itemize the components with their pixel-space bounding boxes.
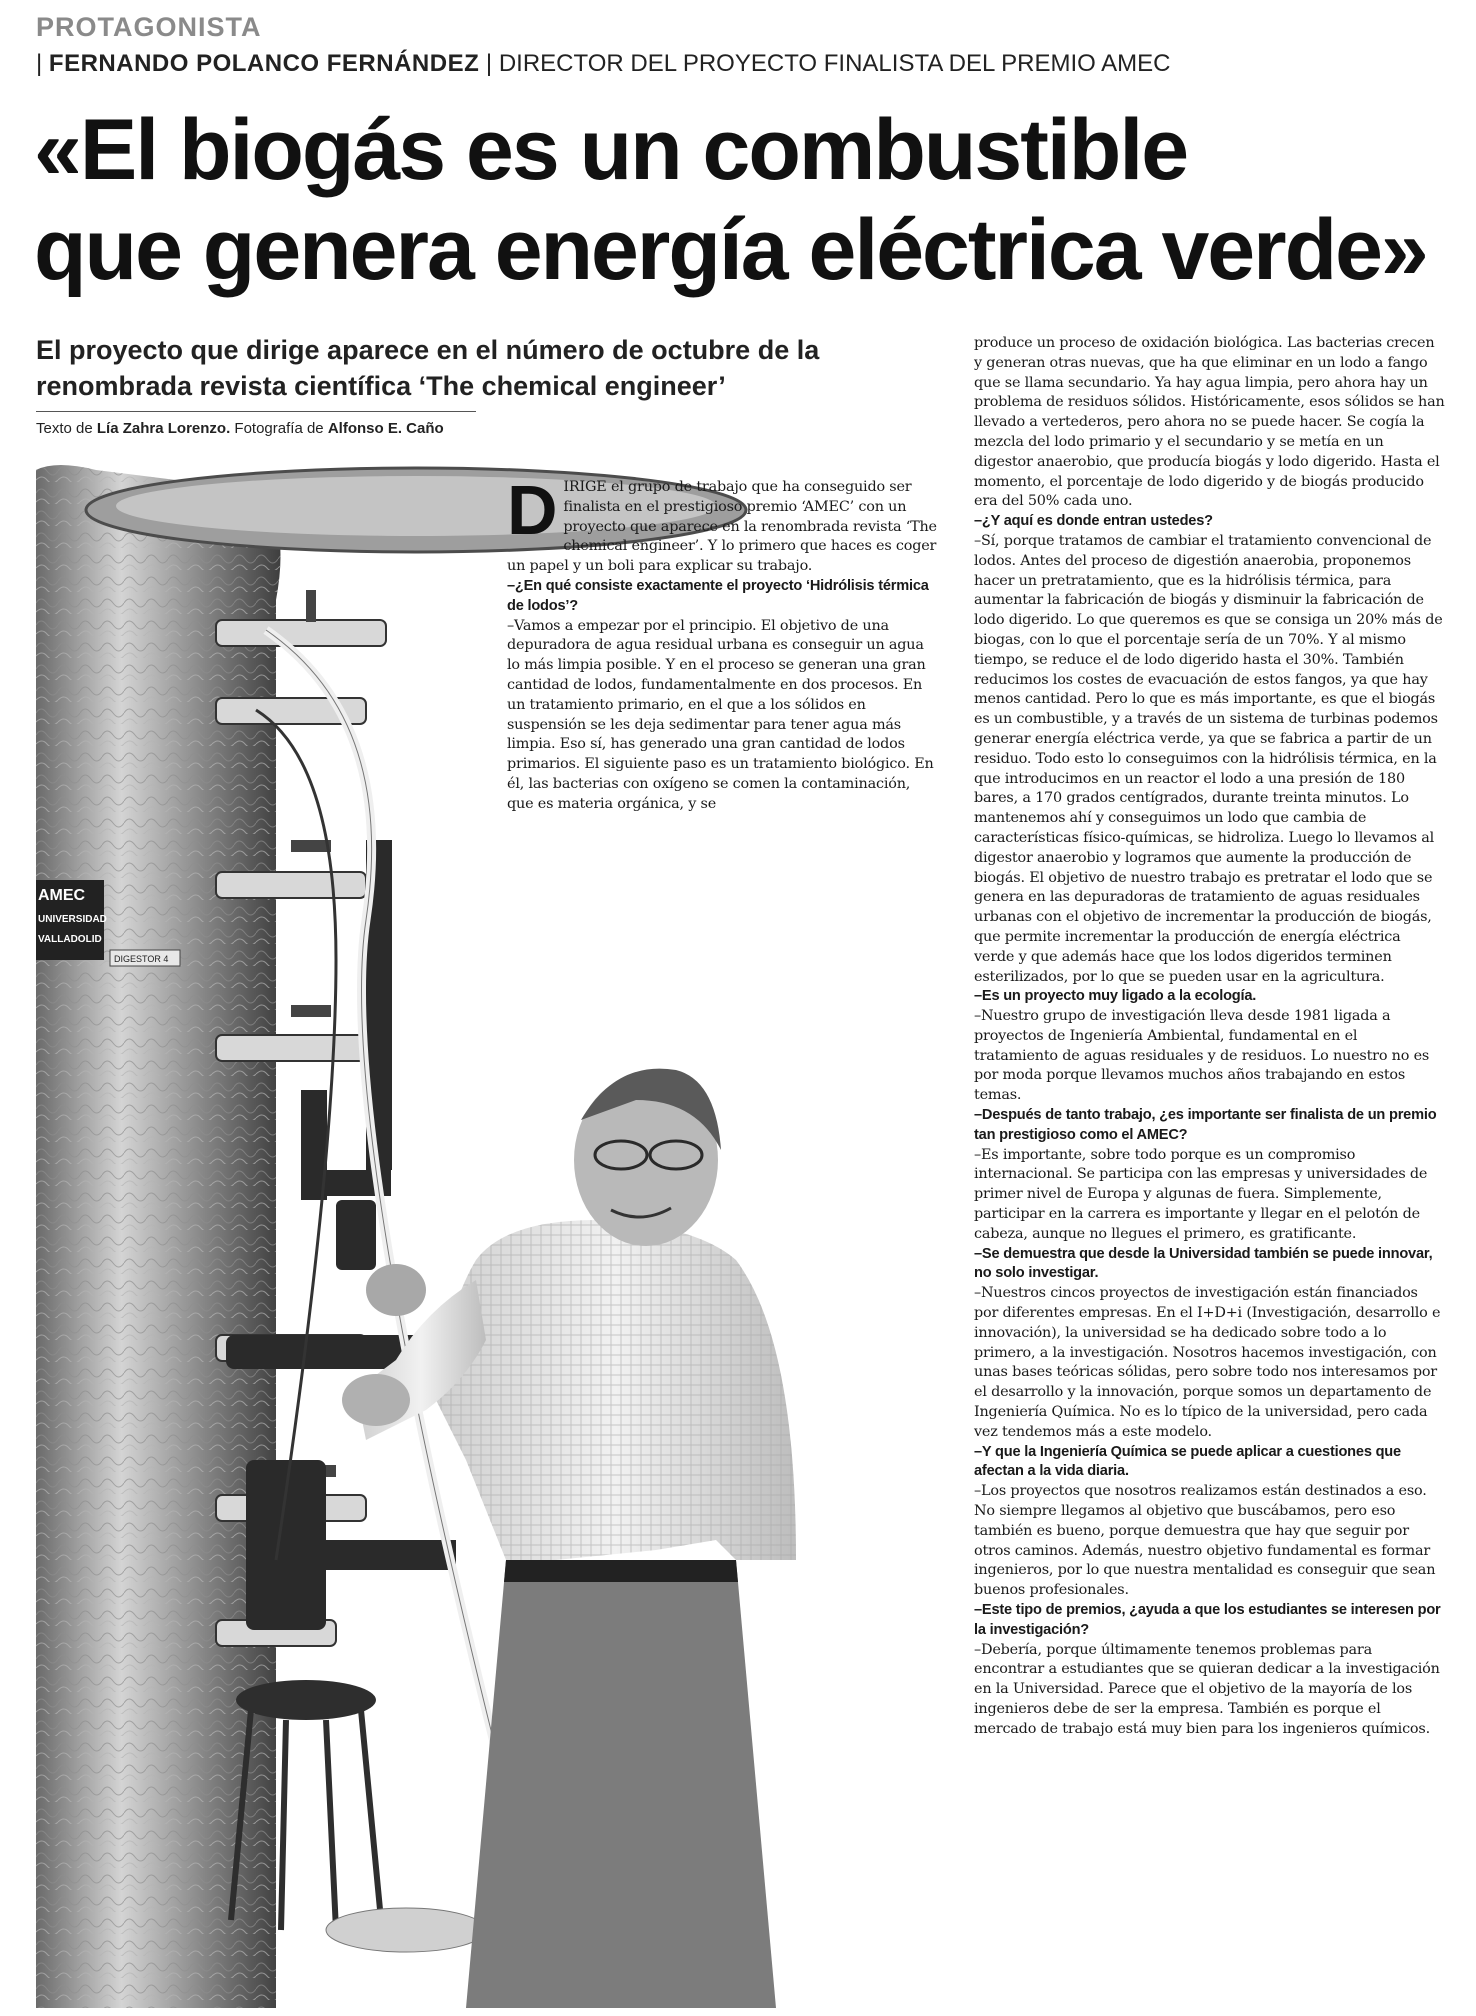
byline (36, 50, 1171, 78)
interview-question: –Después de tanto trabajo, ¿es importante ser finalista de un premio tan prestigioso como el AMEC? (974, 1107, 1437, 1143)
credits-photographer: Alfonso E. Caño (327, 420, 444, 437)
subtitle-line-1: El proyecto que dirige aparece en el número de octubre de la (36, 335, 820, 365)
interview-answer: –Es importante, sobre todo porque es un compromiso internacional. Se participa con las empresas y universidades de primer nivel de Europa y algunas de fuera. Simplemente, participar en la carrera es importante y llegar en el pelotón de cabeza, aunque no llegues el primero, es gratificante. (974, 1146, 1428, 1242)
byline-separator: | (485, 50, 493, 77)
interview-answer: –Debería, porque últimamente tenemos problemas para encontrar a estudiantes que se quieran dedicar a la investigación en la Universidad. Parece que el objetivo de la mayoría de los ingenieros debe de ser la empresa. También es porque el mercado de trabajo está muy bien para los ingenieros químicos. (974, 1641, 1440, 1737)
interview-answer: –Nuestro grupo de investigación lleva desde 1981 ligada a proyectos de Ingeniería Ambiental, fundamental en el tratamiento de aguas residuales y de residuos. Lo nuestro no es por moda porque llevamos muchos años trabajando en estos temas. (974, 1008, 1430, 1104)
credits-author: Lía Zahra Lorenzo. (96, 420, 231, 437)
credits-divider (36, 411, 476, 412)
interview-answer: –Vamos a empezar por el principio. El objetivo de una depuradora de agua residual urbana es conseguir un agua lo más limpia posible. Y en el proceso se generan una gran cantidad de lodos, fundamentalmente en dos procesos. En un tratamiento primario, en el que a los sólidos en suspensión se les deja sedimentar para tener agua más limpia. Eso sí, has generado una gran cantidad de lodos primarios. El siguiente paso es un tratamiento biológico. En él, las bacterias con oxígeno se comen la contaminación, que es materia orgánica, y se (507, 617, 934, 812)
lead-text: IRIGE el grupo de trabajo que ha conseguido ser finalista en el prestigioso premio ‘AMEC’ con un proyecto que aparece en la renombrada revista ‘The chemical engineer’. Y lo primero que haces es coger un papel y un boli para explicar su trabajo. (507, 479, 937, 575)
sign-text-1: AMEC (38, 887, 86, 904)
interview-question: –¿En qué consiste exactamente el proyecto ‘Hidrólisis térmica de lodos’? (507, 577, 929, 614)
drop-cap: D (507, 471, 558, 549)
headline-line-1: «El biogás es un combustible (34, 102, 1188, 198)
interview-answer: produce un proceso de oxidación biológica. Las bacterias crecen y generan otras nuevas, que ha que eliminar en un lodo a fango que se llama secundario. Ya hay agua limpia, pero ahora hay un problema de residuos sólidos. Históricamente, esos sólidos se han llevado a vertederos, pero ahora no se puede hacer. Se cogía la mezcla del lodo primario y el secundario y se metía en un digestor anaerobio, que producía biogás y lodo digerido. Hasta el momento, el porcentaje de lodo digerido y de biogás producido era del 50% cada uno. (974, 335, 1445, 510)
interview-question: –Se demuestra que desde la Universidad también se puede innovar, no solo investigar. (974, 1245, 1433, 1282)
headline-line-2: que genera energía eléctrica verde» (34, 202, 1427, 298)
interview-answer: –Sí, porque tratamos de cambiar el tratamiento convencional de lodos. Antes del proceso de digestión anaerobia, proponemos hacer un pretratamiento, que es la hidrólisis térmica, para aumentar la fabricación de biogás y disminuir la fabricación de lodo digerido. Lo que queremos es que se consiga un 20% más de biogas, con lo que el porcentaje sería de un 70%. Y al mismo tiempo, se reduce el de lodo digerido hasta el 30%. También reducimos los costes de evacuación de estos fangos, ya que hay menos cantidad. Pero lo que es más importante, es que el biogás es un combustible, y a través de un sistema de turbinas podemos generar energía eléctrica verde, ya que se fabrica a partir de un residuo. Todo esto lo conseguimos con la hidrólisis térmica, en la que introducimos en un reactor el lodo a una presión de 180 bares, a 170 grados centígrados, durante treinta minutos. Lo mantenemos ahí y conseguimos un lodo que cambia de características físico-químicas, se hidroliza. Luego lo llevamos al digestor anaerobio y logramos que aumente la producción de biogás. El objetivo de nuestro trabajo es pretratar el lodo que se genera en las depuradoras de tratamiento de aguas residuales urbanas con el objetivo de incrementar la producción de biogás, que permite incrementar la producción de energía eléctrica verde y que además hace que los lodos digeridos terminen esterilizados, por lo que se pueden usar en la agricultura. (974, 532, 1443, 985)
interviewee-role: DIRECTOR DEL PROYECTO FINALISTA DEL PREMIO AMEC (498, 50, 1171, 77)
credits-photo-prefix: Fotografía de (234, 420, 324, 437)
interview-question: –¿Y aquí es donde entran ustedes? (974, 513, 1213, 530)
tank-tag: DIGESTOR 4 (114, 954, 169, 964)
sign-text-2: UNIVERSIDAD (38, 914, 107, 925)
interview-answer: –Nuestros cincos proyectos de investigación están financiados por diferentes empresas. En el I+D+i (Investigación, desarrollo e innovación), la universidad se ha dedicado sobre todo a lo primero, a la investigación. Nosotros hacemos investigación, con unas bases teóricas sólidas, pero sobre todo nos interesamos por el desarrollo y la innovación, porque somos un departamento de Ingeniería Química. No es lo típico de la universidad, pero cada vez tendemos más a este modelo. (974, 1285, 1441, 1440)
credits (36, 420, 444, 437)
article-column-1 (507, 471, 940, 815)
interview-question: –Y que la Ingeniería Química se puede aplicar a cuestiones que afectan a la vida diaria. (974, 1443, 1401, 1480)
byline-separator: | (36, 50, 43, 77)
interviewee-name: FERNANDO POLANCO FERNÁNDEZ (48, 50, 480, 77)
section-label: PROTAGONISTA (36, 12, 262, 42)
headline (34, 100, 1454, 300)
subtitle-line-2: renombrada revista científica ‘The chemical engineer’ (36, 371, 726, 401)
interview-question: –Es un proyecto muy ligado a la ecología. (974, 988, 1257, 1005)
lead-paragraph (507, 471, 940, 577)
credits-text-prefix: Texto de (36, 420, 93, 437)
interview-answer: –Los proyectos que nosotros realizamos están destinados a eso. No siempre llegamos al objetivo que buscábamos, pero eso también es bueno, porque demuestra que hay que seguir por otros caminos. Además, nuestro objetivo fundamental es formar ingenieros, por lo que nuestra mentalidad es conseguir que sean buenos profesionales. (974, 1483, 1436, 1599)
sign-text-3: VALLADOLID (38, 934, 102, 945)
subtitle (36, 332, 936, 404)
article-column-2 (974, 334, 1445, 1740)
interview-question: –Este tipo de premios, ¿ayuda a que los estudiantes se interesen por la investigación? (974, 1602, 1441, 1638)
